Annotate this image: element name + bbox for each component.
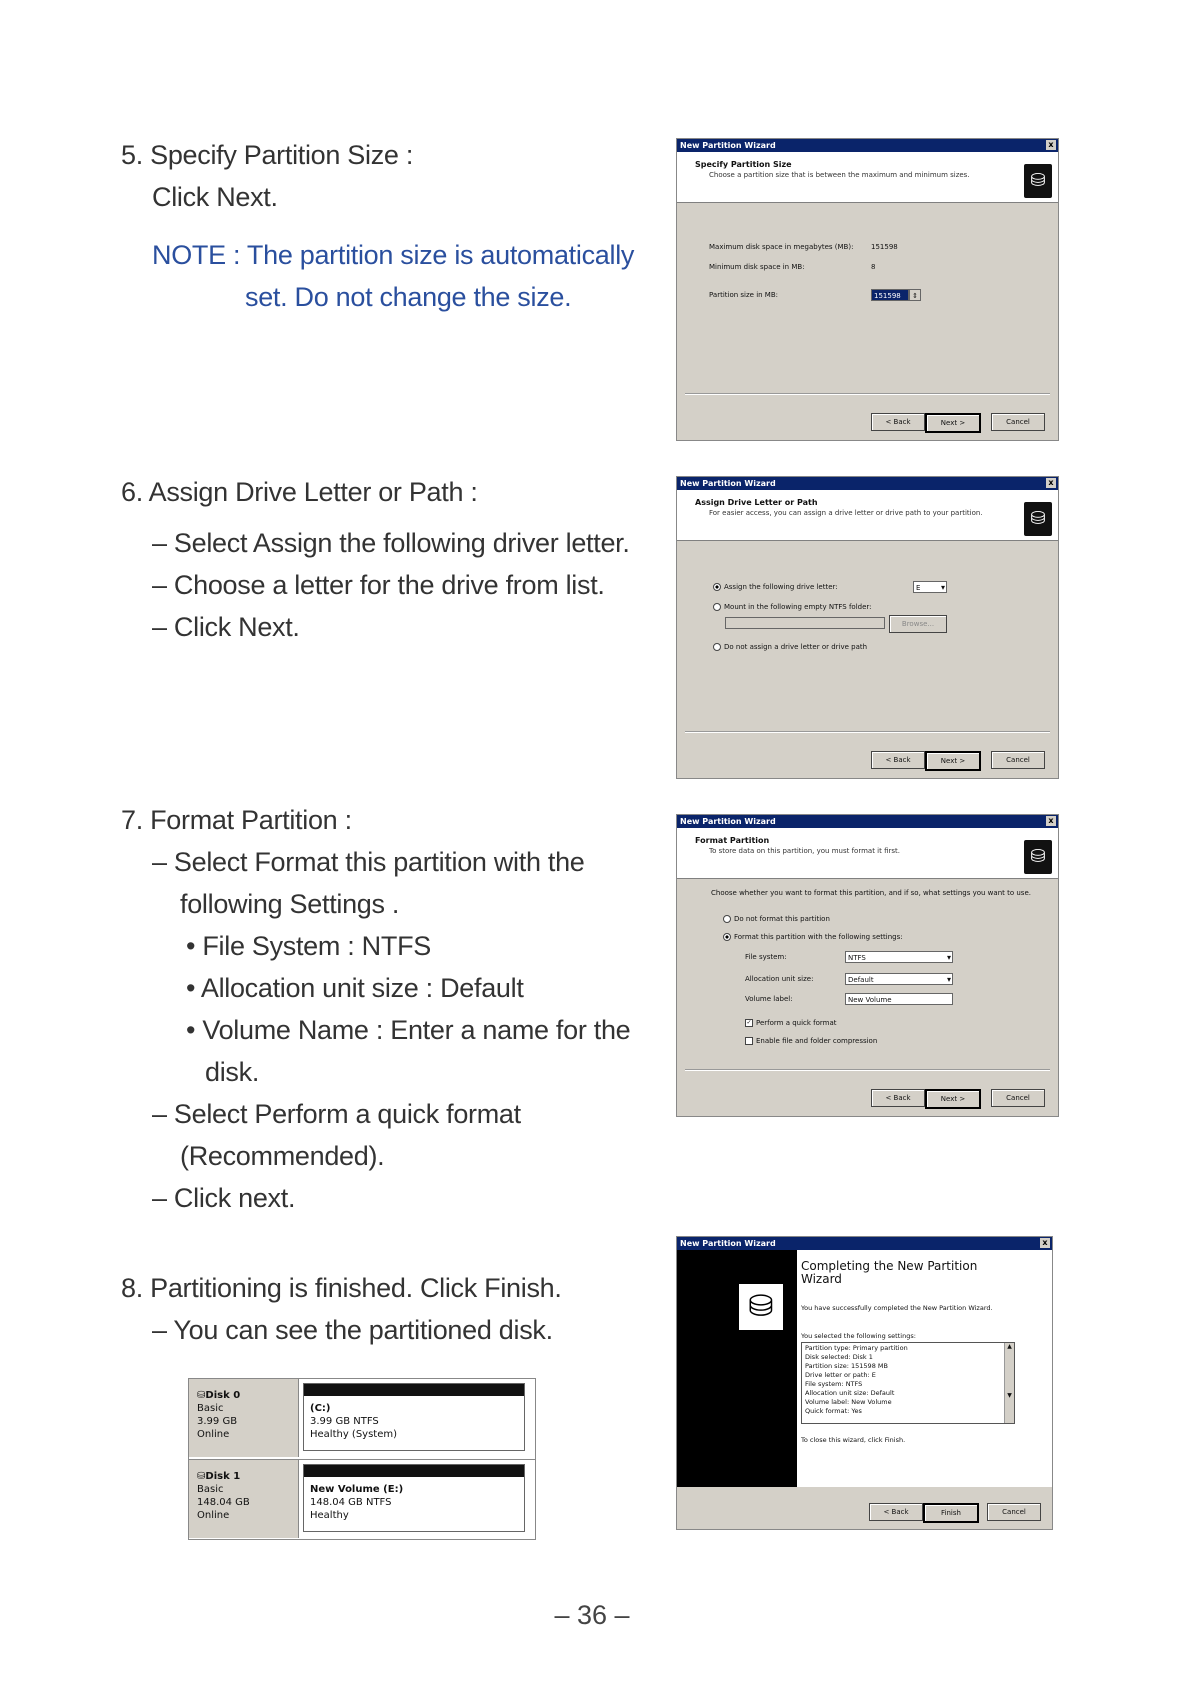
close-icon[interactable]: x (1040, 1238, 1050, 1248)
no-format-option[interactable] (723, 915, 830, 923)
cancel-button[interactable]: Cancel (991, 1089, 1045, 1107)
volume-bar (304, 1465, 524, 1477)
volume-label-input[interactable]: New Volume (845, 993, 953, 1005)
completion-title: Completing the New Partition Wizard (801, 1259, 978, 1286)
back-button[interactable]: < Back (871, 751, 925, 769)
step7-sub3: • Volume Name : Enter a name for the (186, 1015, 631, 1045)
settings-item: Volume label: New Volume (805, 1398, 892, 1406)
max-size-value: 151598 (871, 243, 898, 251)
close-note: To close this wizard, click Finish. (801, 1436, 906, 1444)
assign-letter-label: Assign the following drive letter: (724, 583, 838, 591)
step6-heading: 6. Assign Drive Letter or Path : (121, 477, 478, 507)
partition-size-label: Partition size in MB: (709, 291, 779, 299)
alloc-size-select[interactable]: Default ▾ (845, 973, 953, 985)
disk-name: Disk 1 (205, 1471, 241, 1482)
back-button[interactable]: < Back (871, 413, 925, 431)
button-separator (685, 393, 1050, 395)
disk-wizard-icon: ⛁ (737, 1282, 785, 1332)
partition-size-input[interactable]: 151598 (871, 289, 909, 301)
page-number: – 36 – (554, 1600, 630, 1630)
disk-type: Basic (197, 1403, 224, 1414)
wizard-titlebar (677, 477, 1058, 490)
settings-item: Drive letter or path: E (805, 1371, 876, 1379)
step8-heading: 8. Partitioning is finished. Click Finish. (121, 1273, 562, 1303)
disk-wizard-icon: ⛁ (1024, 164, 1052, 198)
radio-icon (723, 915, 731, 923)
settings-item: File system: NTFS (805, 1380, 863, 1388)
step5-heading: 5. Specify Partition Size : (121, 140, 414, 170)
volume-label-label: Volume label: (745, 995, 793, 1003)
wizard-title: New Partition Wizard (680, 1239, 776, 1248)
folder-path-input[interactable] (725, 617, 885, 629)
settings-list (802, 1343, 1014, 1417)
wizard-title: New Partition Wizard (680, 479, 776, 488)
settings-item: Partition size: 151598 MB (805, 1362, 888, 1370)
button-separator (685, 731, 1050, 733)
success-text: You have successfully completed the New Partition Wizard. (801, 1304, 993, 1312)
no-format-label: Do not format this partition (734, 915, 830, 923)
disk-size: 148.04 GB (197, 1497, 250, 1508)
step6-bullet1: – Select Assign the following driver letter. (152, 528, 630, 558)
quick-format-label: Perform a quick format (756, 1019, 837, 1027)
step7-bullet1-cont: following Settings . (180, 889, 400, 919)
volume-block[interactable] (303, 1464, 525, 1532)
volume-block[interactable] (303, 1383, 525, 1451)
button-separator (685, 1069, 1050, 1071)
disk-icon: ⛁ (197, 1390, 206, 1401)
step5-note-line1: NOTE : The partition size is automatically (152, 240, 635, 270)
no-letter-label: Do not assign a drive letter or drive path (724, 643, 868, 651)
header-subtitle: For easier access, you can assign a drive letter or drive path to your partition. (709, 509, 983, 517)
volume-name: New Volume (E:) (310, 1484, 404, 1495)
min-size-value: 8 (871, 263, 876, 271)
step7-bullet1: – Select Format this partition with the (152, 847, 585, 877)
step7-heading: 7. Format Partition : (121, 805, 352, 835)
no-letter-option[interactable] (713, 643, 867, 651)
radio-icon (713, 583, 721, 591)
header-title: Assign Drive Letter or Path (695, 498, 818, 507)
compression-checkbox[interactable] (745, 1037, 877, 1045)
back-button[interactable]: < Back (871, 1089, 925, 1107)
settings-summary-box[interactable] (801, 1342, 1015, 1424)
assign-letter-option[interactable] (713, 583, 838, 591)
size-spinner[interactable]: ⇕ (909, 289, 921, 301)
disk-type: Basic (197, 1484, 224, 1495)
radio-icon (723, 933, 731, 941)
settings-item: Disk selected: Disk 1 (805, 1353, 873, 1361)
browse-button[interactable]: Browse... (889, 615, 947, 633)
step5-note-line2: set. Do not change the size. (245, 282, 572, 312)
step6-bullet2: – Choose a letter for the drive from list. (152, 570, 605, 600)
close-icon[interactable]: x (1046, 816, 1056, 826)
settings-intro: You selected the following settings: (801, 1332, 916, 1340)
header-title: Specify Partition Size (695, 160, 792, 169)
step7-bullet2: – Select Perform a quick format (152, 1099, 521, 1129)
finish-button[interactable]: Finish (923, 1503, 979, 1523)
wizard-titlebar (677, 1237, 1052, 1250)
radio-icon (713, 643, 721, 651)
header-title: Format Partition (695, 836, 770, 845)
wizard-completing (676, 1236, 1053, 1530)
format-option[interactable] (723, 933, 903, 941)
volume-name: (C:) (310, 1403, 331, 1414)
header-subtitle: To store data on this partition, you must format it first. (709, 847, 900, 855)
wizard-titlebar (677, 139, 1058, 152)
disk-info (189, 1460, 299, 1538)
cancel-button[interactable]: Cancel (991, 751, 1045, 769)
volume-status: Healthy (System) (310, 1429, 398, 1440)
scrollbar[interactable]: ▲ ▼ (1004, 1343, 1014, 1423)
step7-sub3-cont: disk. (205, 1057, 260, 1087)
settings-item: Quick format: Yes (805, 1407, 862, 1415)
volume-status: Healthy (310, 1510, 349, 1521)
wizard-format-partition (676, 814, 1059, 1117)
next-button[interactable]: Next > (925, 1089, 981, 1109)
next-button[interactable]: Next > (925, 413, 981, 433)
alloc-size-label: Allocation unit size: (745, 975, 814, 983)
disk-info (189, 1379, 299, 1457)
wizard-header (677, 828, 1058, 879)
quick-format-checkbox[interactable] (745, 1019, 837, 1027)
format-intro: Choose whether you want to format this partition, and if so, what settings you want to use. (711, 889, 1031, 897)
step7-bullet3: – Click next. (152, 1183, 296, 1213)
radio-icon (713, 603, 721, 611)
compression-label: Enable file and folder compression (756, 1037, 878, 1045)
cancel-button[interactable]: Cancel (987, 1503, 1041, 1521)
drive-letter-select[interactable]: E ▾ (913, 581, 947, 593)
wizard-specify-size (676, 138, 1059, 441)
step6-bullet3: – Click Next. (152, 612, 300, 642)
disk-row-1[interactable] (189, 1459, 535, 1538)
next-button[interactable]: Next > (925, 751, 981, 771)
file-system-label: File system: (745, 953, 787, 961)
checkmark-icon: ✓ (746, 1019, 752, 1026)
step7-sub1: • File System : NTFS (186, 931, 431, 961)
back-button[interactable]: < Back (869, 1503, 923, 1521)
step5-line: Click Next. (152, 182, 278, 212)
mount-folder-label: Mount in the following empty NTFS folder: (724, 603, 872, 611)
wizard-header (677, 152, 1058, 203)
disk-status: Online (197, 1510, 230, 1521)
mount-folder-option[interactable] (713, 603, 872, 611)
volume-size: 3.99 GB NTFS (310, 1416, 379, 1427)
format-label: Format this partition with the following settings: (734, 933, 903, 941)
header-subtitle: Choose a partition size that is between the maximum and minimum sizes. (709, 171, 970, 179)
disk-size: 3.99 GB (197, 1416, 238, 1427)
wizard-header (677, 490, 1058, 541)
step7-bullet2-cont: (Recommended). (180, 1141, 385, 1171)
disk-management-view (188, 1378, 536, 1540)
max-size-label: Maximum disk space in megabytes (MB): (709, 243, 854, 251)
disk-wizard-icon: ⛁ (1024, 840, 1052, 874)
close-icon[interactable]: x (1046, 140, 1056, 150)
step7-sub2: • Allocation unit size : Default (186, 973, 524, 1003)
disk-name: Disk 0 (205, 1390, 241, 1401)
step8-bullet1: – You can see the partitioned disk. (152, 1315, 553, 1345)
checkbox-icon (745, 1037, 753, 1045)
close-icon[interactable]: x (1046, 478, 1056, 488)
disk-wizard-icon: ⛁ (1024, 502, 1052, 536)
completion-panel (797, 1250, 1052, 1487)
cancel-button[interactable]: Cancel (991, 413, 1045, 431)
wizard-titlebar (677, 815, 1058, 828)
wizard-side-banner (677, 1250, 797, 1487)
settings-item: Partition type: Primary partition (805, 1344, 908, 1352)
disk-row-0[interactable] (189, 1379, 535, 1457)
wizard-title: New Partition Wizard (680, 817, 776, 826)
file-system-select[interactable]: NTFS ▾ (845, 951, 953, 963)
wizard-assign-letter (676, 476, 1059, 779)
volume-size: 148.04 GB NTFS (310, 1497, 392, 1508)
settings-item: Allocation unit size: Default (805, 1389, 895, 1397)
min-size-label: Minimum disk space in MB: (709, 263, 805, 271)
volume-bar (304, 1384, 524, 1396)
wizard-title: New Partition Wizard (680, 141, 776, 150)
disk-icon: ⛁ (197, 1471, 206, 1482)
disk-status: Online (197, 1429, 230, 1440)
